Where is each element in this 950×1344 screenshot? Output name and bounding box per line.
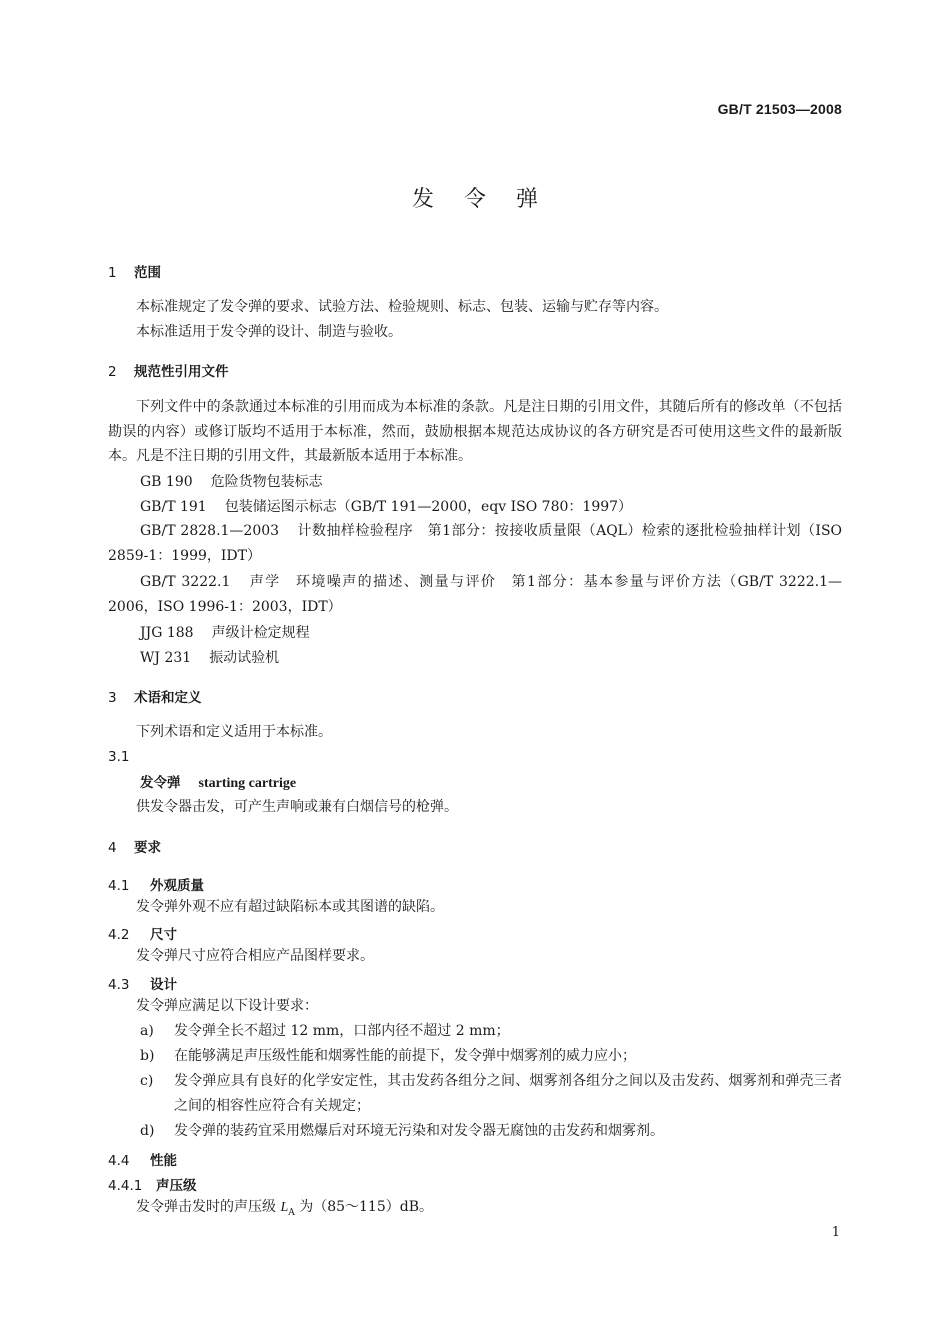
reference-title: 振动试验机 <box>209 650 280 666</box>
reference-code: WJ 231 <box>140 650 192 666</box>
section-2-heading <box>108 360 229 380</box>
reference-title: 危险货物包装标志 <box>210 474 323 490</box>
symbol-L: L <box>280 1200 289 1215</box>
clause-4-4-heading <box>108 1149 177 1169</box>
reference-code: GB/T 191 <box>140 499 207 515</box>
list-item-tag: b) <box>140 1048 155 1064</box>
section-title: 规范性引用文件 <box>134 364 229 380</box>
list-item <box>140 1069 842 1118</box>
list-item-tag: c) <box>140 1073 154 1089</box>
text-part: 发令弹击发时的声压级 <box>136 1199 281 1215</box>
list-item-tag: a) <box>140 1023 154 1039</box>
term-definition: 供发令器击发，可产生声响或兼有白烟信号的枪弹。 <box>136 799 458 815</box>
reference-title: 声级计检定规程 <box>211 625 310 641</box>
document-title: 发令弹 <box>411 187 568 212</box>
reference-item <box>140 648 279 668</box>
section-title: 要求 <box>134 840 161 856</box>
clause-title: 设计 <box>150 977 177 993</box>
page-number: 1 <box>831 1225 840 1240</box>
section-3-heading <box>108 686 202 706</box>
clause-4-4-1-text <box>108 1195 842 1225</box>
clause-title: 外观质量 <box>150 878 204 894</box>
scope-paragraph-1: 本标准规定了发令弹的要求、试验方法、检验规则、标志、包装、运输与贮存等内容。 <box>136 299 668 315</box>
term-entry <box>140 773 296 794</box>
list-item <box>140 1044 842 1069</box>
clause-4-3-heading <box>108 973 177 993</box>
scope-paragraph-2: 本标准适用于发令弹的设计、制造与验收。 <box>136 324 402 340</box>
terms-intro: 下列术语和定义适用于本标准。 <box>136 724 332 740</box>
clause-number: 4.1 <box>108 878 130 894</box>
normative-references-intro: 下列文件中的条款通过本标准的引用而成为本标准的条款。凡是注日期的引用文件，其随后所有的修改单（不包括勘误的内容）或修订版均不适用于本标准，然而，鼓励根据本规范达成协议的各方研究是否可使用这些文件的最新版本。凡是不注日期的引用文件，其最新版本适用于本标准。 <box>108 399 842 464</box>
reference-item <box>140 497 632 517</box>
clause-4-4-1-heading <box>108 1174 197 1194</box>
term-english: starting cartrige <box>198 776 297 791</box>
term-chinese: 发令弹 <box>140 775 181 791</box>
clause-number: 4.3 <box>108 977 130 993</box>
section-number: 1 <box>108 265 117 281</box>
clause-4-2-text: 发令弹尺寸应符合相应产品图样要求。 <box>136 948 374 964</box>
clause-number: 4.4 <box>108 1153 130 1169</box>
reference-code: GB/T 2828.1—2003 <box>140 523 280 539</box>
reference-item <box>108 519 842 568</box>
clause-4-1-text: 发令弹外观不应有超过缺陷标本或其图谱的缺陷。 <box>136 899 444 915</box>
section-4-heading <box>108 836 161 856</box>
reference-code: GB/T 3222.1 <box>140 574 231 590</box>
clause-title: 声压级 <box>156 1178 197 1194</box>
clause-number: 3.1 <box>108 749 130 765</box>
clause-4-3-text: 发令弹应满足以下设计要求： <box>136 998 318 1014</box>
reference-item <box>140 623 310 643</box>
clause-number: 4.2 <box>108 927 130 943</box>
clause-title: 性能 <box>150 1153 177 1169</box>
clause-4-1-heading <box>108 874 204 894</box>
list-item <box>140 1119 842 1144</box>
section-title: 范围 <box>134 265 161 281</box>
reference-item <box>108 570 842 619</box>
clause-title: 尺寸 <box>150 927 177 943</box>
reference-title: 声学 环境噪声的描述、测量与评价 第1部分：基本参量与评价方法（GB/T 3222.1—2006，ISO 1996-1：2003，IDT） <box>108 574 842 615</box>
clause-4-2-heading <box>108 923 177 943</box>
list-item-tag: d) <box>140 1123 155 1139</box>
section-number: 4 <box>108 840 117 856</box>
text-part: 为（85～115）dB。 <box>294 1199 433 1215</box>
reference-title: 计数抽样检验程序 第1部分：按接收质量限（AQL）检索的逐批检验抽样计划（ISO 2859-1：1999，IDT） <box>108 523 843 564</box>
clause-number: 4.4.1 <box>108 1178 143 1194</box>
section-title: 术语和定义 <box>134 690 202 706</box>
section-number: 2 <box>108 364 117 380</box>
section-1-heading <box>108 261 161 281</box>
list-item-text: 在能够满足声压级性能和烟雾性能的前提下，发令弹中烟雾剂的威力应小； <box>174 1048 636 1064</box>
reference-item <box>140 472 323 492</box>
symbol-subscript: A <box>288 1207 295 1218</box>
section-number: 3 <box>108 690 117 706</box>
reference-code: JJG 188 <box>140 625 194 641</box>
list-item <box>140 1019 842 1044</box>
list-item-text: 发令弹的装药宜采用燃爆后对环境无污染和对发令器无腐蚀的击发药和烟雾剂。 <box>174 1123 664 1139</box>
reference-title: 包装储运图示标志（GB/T 191—2000，eqv ISO 780：1997） <box>224 499 633 515</box>
list-item-text: 发令弹全长不超过 12 mm，口部内径不超过 2 mm； <box>174 1023 510 1039</box>
reference-code: GB 190 <box>140 474 193 490</box>
list-item-text: 发令弹应具有良好的化学安定性，其击发药各组分之间、烟雾剂各组分之间以及击发药、烟雾剂和弹壳三者之间的相容性应符合有关规定； <box>174 1073 842 1114</box>
standard-number: GB/T 21503—2008 <box>717 101 842 117</box>
